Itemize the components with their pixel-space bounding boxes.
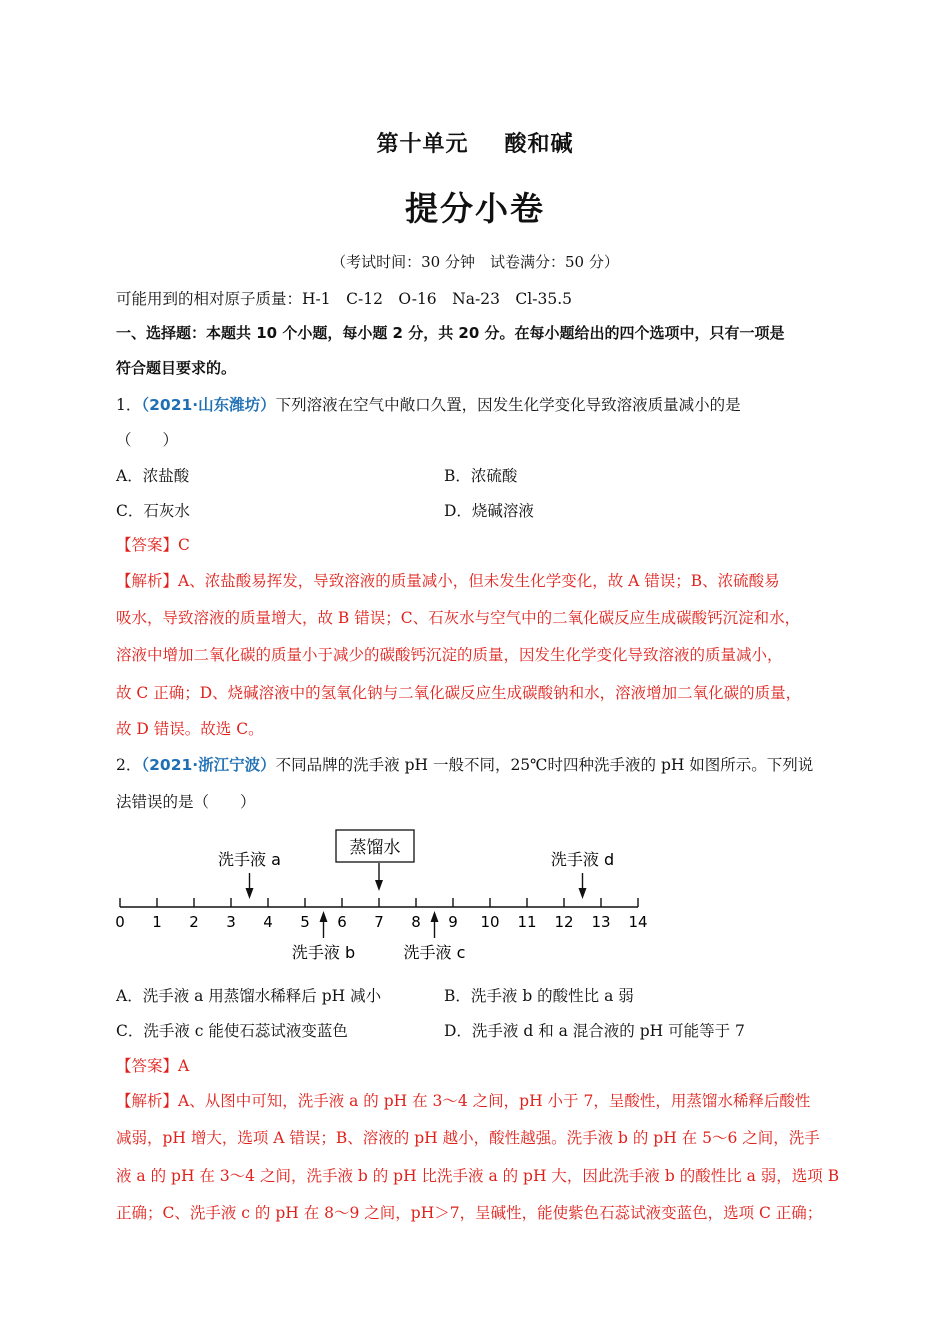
section-heading-line2: 符合题目要求的。 xyxy=(116,359,237,377)
distilled-water-label: 蒸馏水 xyxy=(349,838,401,858)
q2-option-d: D．洗手液 d 和 a 混合液的 pH 可能等于 7 xyxy=(444,1022,745,1040)
q1-option-b: B．浓硫酸 xyxy=(444,467,518,485)
q2-option-a: A．洗手液 a 用蒸馏水稀释后 pH 减小 xyxy=(116,987,382,1005)
ph-scale-diagram xyxy=(100,820,660,970)
ph-tick-label: 7 xyxy=(374,913,384,931)
handwash-arrowhead xyxy=(579,888,587,899)
q2-number: 2． xyxy=(116,756,142,774)
q1-analysis-line: 故 C 正确；D、烧碱溶液中的氢氧化钠与二氧化碳反应生成碳酸钠和水，溶液增加二氧化碳的质量， xyxy=(116,684,802,702)
ph-tick-label: 4 xyxy=(263,913,273,931)
q2-stem xyxy=(116,753,813,775)
q1-number: 1． xyxy=(116,396,142,414)
q2-answer: 【答案】A xyxy=(116,1057,190,1075)
ph-ticks xyxy=(115,898,647,931)
q2-analysis-line: 液 a 的 pH 在 3～4 之间，洗手液 b 的 pH 比洗手液 a 的 pH 大，因此洗手液 b 的酸性比 a 弱，选项 B xyxy=(116,1167,840,1185)
unit-heading xyxy=(0,127,950,158)
q2-analysis-line: 减弱，pH 增大，选项 A 错误；B、溶液的 pH 越小，酸性越强。洗手液 b 的 pH 在 5～6 之间，洗手 xyxy=(116,1129,820,1147)
ph-tick-label: 0 xyxy=(115,913,125,931)
exam-info: （考试时间：30 分钟 试卷满分：50 分） xyxy=(331,253,619,271)
ph-tick-label: 13 xyxy=(591,913,611,931)
q1-analysis-line: 故 D 错误。故选 C。 xyxy=(116,720,264,738)
ph-tick-label: 2 xyxy=(189,913,199,931)
ph-tick-label: 5 xyxy=(300,913,310,931)
ph-tick-label: 1 xyxy=(152,913,162,931)
q2-source: （2021·浙江宁波） xyxy=(141,756,276,774)
page-title: 提分小卷 xyxy=(405,189,545,228)
ph-tick-label: 9 xyxy=(448,913,458,931)
section-heading-line1: 一、选择题：本题共 10 个小题，每小题 2 分，共 20 分。在每小题给出的四个选项中，只有一项是 xyxy=(116,324,785,342)
q2-analysis-line: 【解析】A、从图中可知，洗手液 a 的 pH 在 3～4 之间，pH 小于 7，呈酸性，用蒸馏水稀释后酸性 xyxy=(116,1092,811,1110)
ph-tick-label: 14 xyxy=(628,913,648,931)
q1-stem xyxy=(116,393,741,415)
ph-tick-label: 12 xyxy=(554,913,574,931)
atomic-masses: 可能用到的相对原子质量：H-1 C-12 O-16 Na-23 Cl-35.5 xyxy=(116,290,573,308)
q1-analysis-line: 溶液中增加二氧化碳的质量小于减少的碳酸钙沉淀的质量，因发生化学变化导致溶液的质量减小， xyxy=(116,646,783,664)
handwash-label: 洗手液 b xyxy=(291,943,356,962)
q2-stem-text: 不同品牌的洗手液 pH 一般不同，25℃时四种洗手液的 pH 如图所示。下列说 xyxy=(275,756,814,774)
ph-tick-label: 8 xyxy=(411,913,421,931)
ph-tick-label: 10 xyxy=(480,913,500,931)
handwash-label: 洗手液 a xyxy=(218,850,281,869)
q2-stem-line2: 法错误的是（ ） xyxy=(116,793,256,811)
q1-source: （2021·山东潍坊） xyxy=(141,396,276,414)
q2-analysis-line: 正确；C、洗手液 c 的 pH 在 8～9 之间，pH＞7，呈碱性，能使紫色石蕊试液变蓝色，选项 C 正确； xyxy=(116,1204,823,1222)
q1-stem-text: 下列溶液在空气中敞口久置，因发生化学变化导致溶液质量减小的是 xyxy=(275,396,741,414)
handwash-label: 洗手液 c xyxy=(403,943,466,962)
ph-tick-label: 6 xyxy=(337,913,347,931)
handwash-arrowhead xyxy=(246,888,254,899)
q2-option-b: B．洗手液 b 的酸性比 a 弱 xyxy=(444,987,634,1005)
q1-answer: 【答案】C xyxy=(116,536,190,554)
q2-option-c: C．洗手液 c 能使石蕊试液变蓝色 xyxy=(116,1022,348,1040)
distilled-water-arrowhead xyxy=(375,880,383,891)
handwash-label: 洗手液 d xyxy=(550,850,615,869)
unit-topic: 酸和碱 xyxy=(504,132,574,157)
q1-option-c: C．石灰水 xyxy=(116,502,190,520)
q1-blank: （ ） xyxy=(116,431,179,449)
q1-analysis-line: 【解析】A、浓盐酸易挥发，导致溶液的质量减小，但未发生化学变化，故 A 错误；B、浓硫酸易 xyxy=(116,572,780,590)
q1-option-d: D．烧碱溶液 xyxy=(444,502,534,520)
q1-option-a: A．浓盐酸 xyxy=(116,467,190,485)
ph-tick-label: 11 xyxy=(517,913,537,931)
q1-analysis-line: 吸水，导致溶液的质量增大，故 B 错误；C、石灰水与空气中的二氧化碳反应生成碳酸钙沉淀和水， xyxy=(116,609,801,627)
unit-number: 第十单元 xyxy=(376,132,469,157)
ph-tick-label: 3 xyxy=(226,913,236,931)
